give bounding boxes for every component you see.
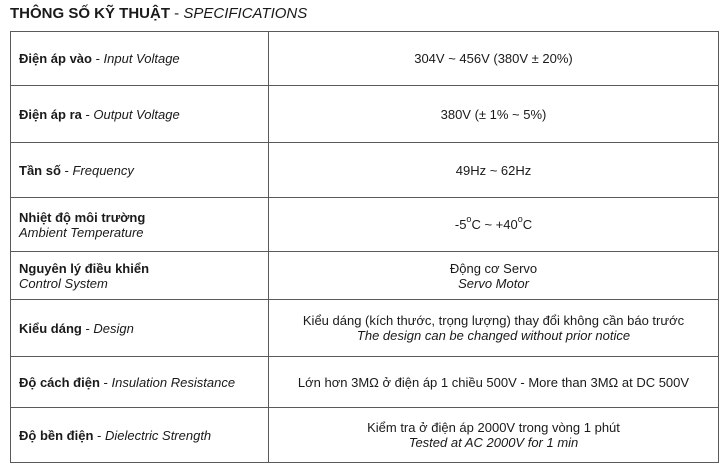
label-en: Ambient Temperature: [19, 224, 144, 240]
temp-separator: ~: [480, 217, 496, 232]
value-en: Tested at AC 2000V for 1 min: [408, 435, 579, 450]
label-vi: Điện áp ra: [19, 106, 82, 122]
value-en: The design can be changed without prior notice: [356, 328, 631, 343]
value-en: Servo Motor: [458, 275, 529, 291]
label-insulation-resistance: [11, 357, 269, 408]
label-separator: -: [81, 320, 94, 336]
label-separator: -: [93, 427, 105, 443]
label-en: Insulation Resistance: [111, 374, 236, 390]
label-en: Control System: [19, 275, 108, 291]
row-input-voltage: [11, 32, 719, 86]
row-control-system: [11, 252, 719, 300]
row-insulation-resistance: [11, 357, 719, 408]
value-dielectric-strength: [269, 408, 719, 463]
value-control-system: [269, 252, 719, 300]
label-frequency: [11, 143, 269, 198]
value-vi: Kiểm tra ở điện áp 2000V trong vòng 1 phút: [367, 420, 620, 435]
value-vi: Động cơ Servo: [449, 260, 538, 276]
label-separator: -: [99, 374, 112, 390]
label-output-voltage: [11, 86, 269, 143]
value-input-voltage: 304V ~ 456V (380V ± 20%): [269, 32, 719, 86]
title-vietnamese: THÔNG SỐ KỸ THUẬT: [10, 5, 170, 22]
row-dielectric-strength: [11, 408, 719, 463]
label-en: Input Voltage: [103, 51, 180, 66]
label-control-system: [11, 252, 269, 300]
value-frequency: 49Hz ~ 62Hz: [269, 143, 719, 198]
row-frequency: [11, 143, 719, 198]
label-design: [11, 300, 269, 357]
label-input-voltage: [11, 32, 269, 86]
row-output-voltage: [11, 86, 719, 143]
value-output-voltage: 380V (± 1% ~ 5%): [269, 86, 719, 143]
label-separator: -: [81, 106, 94, 122]
label-vi: Điện áp vào: [19, 51, 92, 66]
label-separator: -: [60, 162, 73, 178]
label-vi: Tần số: [19, 162, 61, 178]
label-ambient-temperature: [11, 198, 269, 252]
value-design: [269, 300, 719, 357]
label-en: Design: [93, 320, 134, 336]
label-dielectric-strength: [11, 408, 269, 463]
title-separator: -: [170, 5, 184, 22]
temp-unit: C: [471, 217, 481, 232]
label-en: Output Voltage: [93, 106, 180, 122]
degree-mark: o: [466, 214, 472, 224]
temp-min: -5: [454, 217, 467, 232]
row-ambient-temperature: [11, 198, 719, 252]
degree-mark: o: [517, 214, 523, 224]
value-ambient-temperature: [269, 198, 719, 252]
label-separator: -: [91, 51, 104, 66]
label-vi: Độ bền điện: [19, 427, 94, 443]
value-vi: Kiểu dáng (kích thước, trọng lượng) thay đổi không cần báo trước: [302, 313, 685, 328]
specifications-table: [10, 31, 719, 463]
temp-max: +40: [495, 217, 518, 232]
row-design: [11, 300, 719, 357]
title-english: SPECIFICATIONS: [183, 5, 308, 22]
label-vi: Độ cách điện: [19, 374, 100, 390]
value-insulation-resistance: Lớn hơn 3MΩ ở điện áp 1 chiều 500V - More than 3MΩ at DC 500V: [269, 357, 719, 408]
label-vi: Kiểu dáng: [19, 320, 82, 336]
label-en: Dielectric Strength: [104, 427, 212, 443]
page-title: [10, 4, 307, 24]
temp-unit: C: [522, 217, 533, 232]
label-en: Frequency: [72, 162, 134, 178]
label-vi: Nguyên lý điều khiển: [19, 260, 150, 276]
label-vi: Nhiệt độ môi trường: [19, 209, 146, 225]
